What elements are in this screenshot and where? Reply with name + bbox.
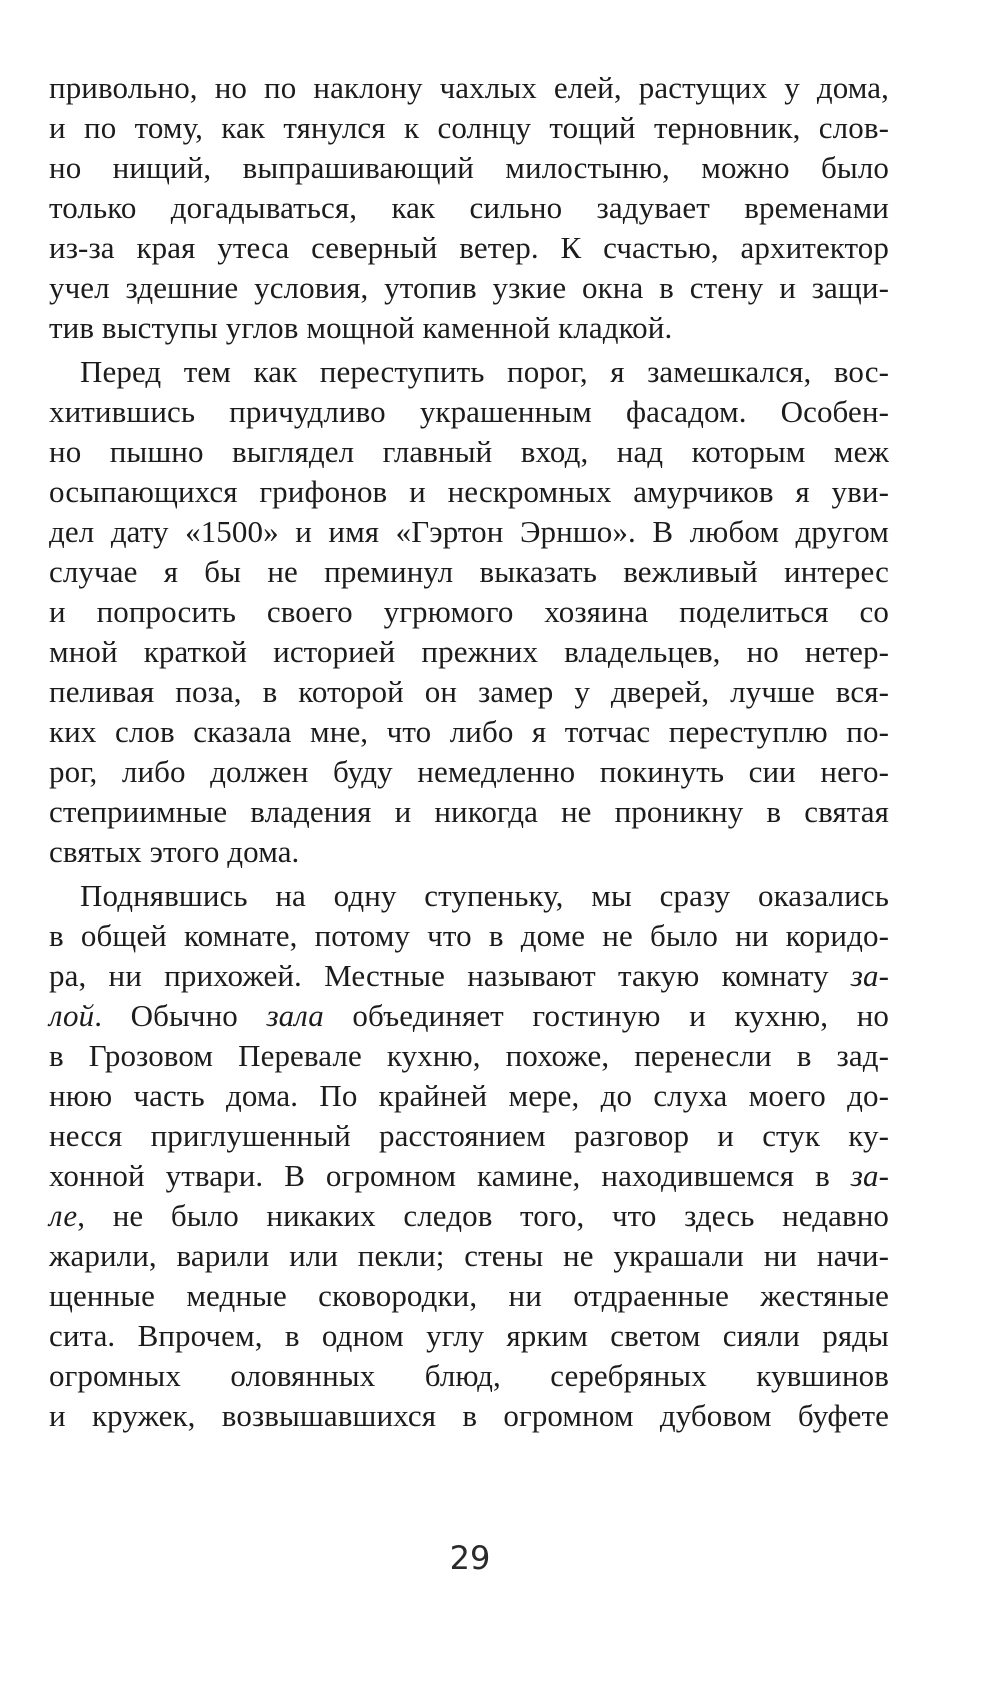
paragraph-first-line: Поднявшись на одну ступеньку, мы сразу оказались	[80, 878, 889, 913]
text-line: сита. Впрочем, в одном углу ярким светом сияли ряды	[49, 1318, 889, 1353]
text-line: пеливая поза, в которой он замер у дверей, лучше вся-	[49, 674, 889, 709]
text-line: привольно, но по наклону чахлых елей, растущих у дома,	[49, 70, 889, 105]
text-line	[49, 1156, 889, 1196]
italic-term: за-	[850, 1158, 889, 1193]
text-segment: объединяет гостиную и кухню, но	[323, 998, 889, 1033]
text-segment: , не было никаких следов того, что здесь недавно	[77, 1198, 889, 1233]
text-segment: хонной утвари. В огромном камине, находившемся в	[49, 1158, 851, 1193]
text-line: случае я бы не преминул выказать вежливый интерес	[49, 554, 889, 589]
text-line: но пышно выглядел главный вход, над которым меж	[49, 434, 889, 469]
text-line: осыпающихся грифонов и нескромных амурчиков я уви-	[49, 474, 889, 509]
text-line: огромных оловянных блюд, серебряных кувшинов	[49, 1358, 889, 1393]
text-line: несся приглушенный расстоянием разговор и стук ку-	[49, 1118, 889, 1153]
italic-term: зала	[266, 998, 324, 1033]
text-line: тив выступы углов мощной каменной кладкой.	[49, 310, 673, 345]
text-line: степриимные владения и никогда не проникну в святая	[49, 794, 889, 829]
text-line	[49, 996, 889, 1036]
text-line	[49, 956, 889, 996]
text-line: дел дату «1500» и имя «Гэртон Эрншо». В любом другом	[49, 514, 889, 549]
text-line: и кружек, возвышавшихся в огромном дубовом буфете	[49, 1398, 889, 1433]
text-line: и по тому, как тянулся к солнцу тощий терновник, слов-	[49, 110, 889, 145]
paragraph-first-line: Перед тем как переступить порог, я замешкался, вос-	[80, 354, 889, 389]
italic-term: лой	[49, 998, 95, 1033]
text-line: учел здешние условия, утопив узкие окна в стену и защи-	[49, 270, 889, 305]
text-line: и попросить своего угрюмого хозяина поделиться со	[49, 594, 889, 629]
text-segment: . Обычно	[94, 998, 267, 1033]
italic-term: за-	[850, 958, 889, 993]
text-line: но нищий, выпрашивающий милостыню, можно было	[49, 150, 889, 185]
text-line: святых этого дома.	[49, 834, 300, 869]
text-line: в общей комнате, потому что в доме не было ни коридо-	[49, 918, 889, 953]
text-segment: ра, ни прихожей. Местные называют такую комнату	[49, 958, 851, 993]
text-line	[49, 1196, 889, 1236]
text-line: мной краткой историей прежних владельцев, но нетер-	[49, 634, 889, 669]
text-line: щенные медные сковородки, ни отдраенные жестяные	[49, 1278, 889, 1313]
text-line: из-за края утеса северный ветер. К счастью, архитектор	[49, 230, 889, 265]
text-line: в Грозовом Перевале кухню, похоже, перенесли в зад-	[49, 1038, 889, 1073]
text-line: только догадываться, как сильно задувает временами	[49, 190, 889, 225]
italic-term: ле	[49, 1198, 78, 1233]
page-number: 29	[449, 1539, 491, 1577]
text-line: рог, либо должен буду немедленно покинуть сии него-	[49, 754, 889, 789]
text-line: хитившись причудливо украшенным фасадом. Особен-	[49, 394, 889, 429]
text-line: ких слов сказала мне, что либо я тотчас переступлю по-	[49, 714, 889, 749]
text-line: нюю часть дома. По крайней мере, до слуха моего до-	[49, 1078, 889, 1113]
text-line: жарили, варили или пекли; стены не украшали ни начи-	[49, 1238, 889, 1273]
